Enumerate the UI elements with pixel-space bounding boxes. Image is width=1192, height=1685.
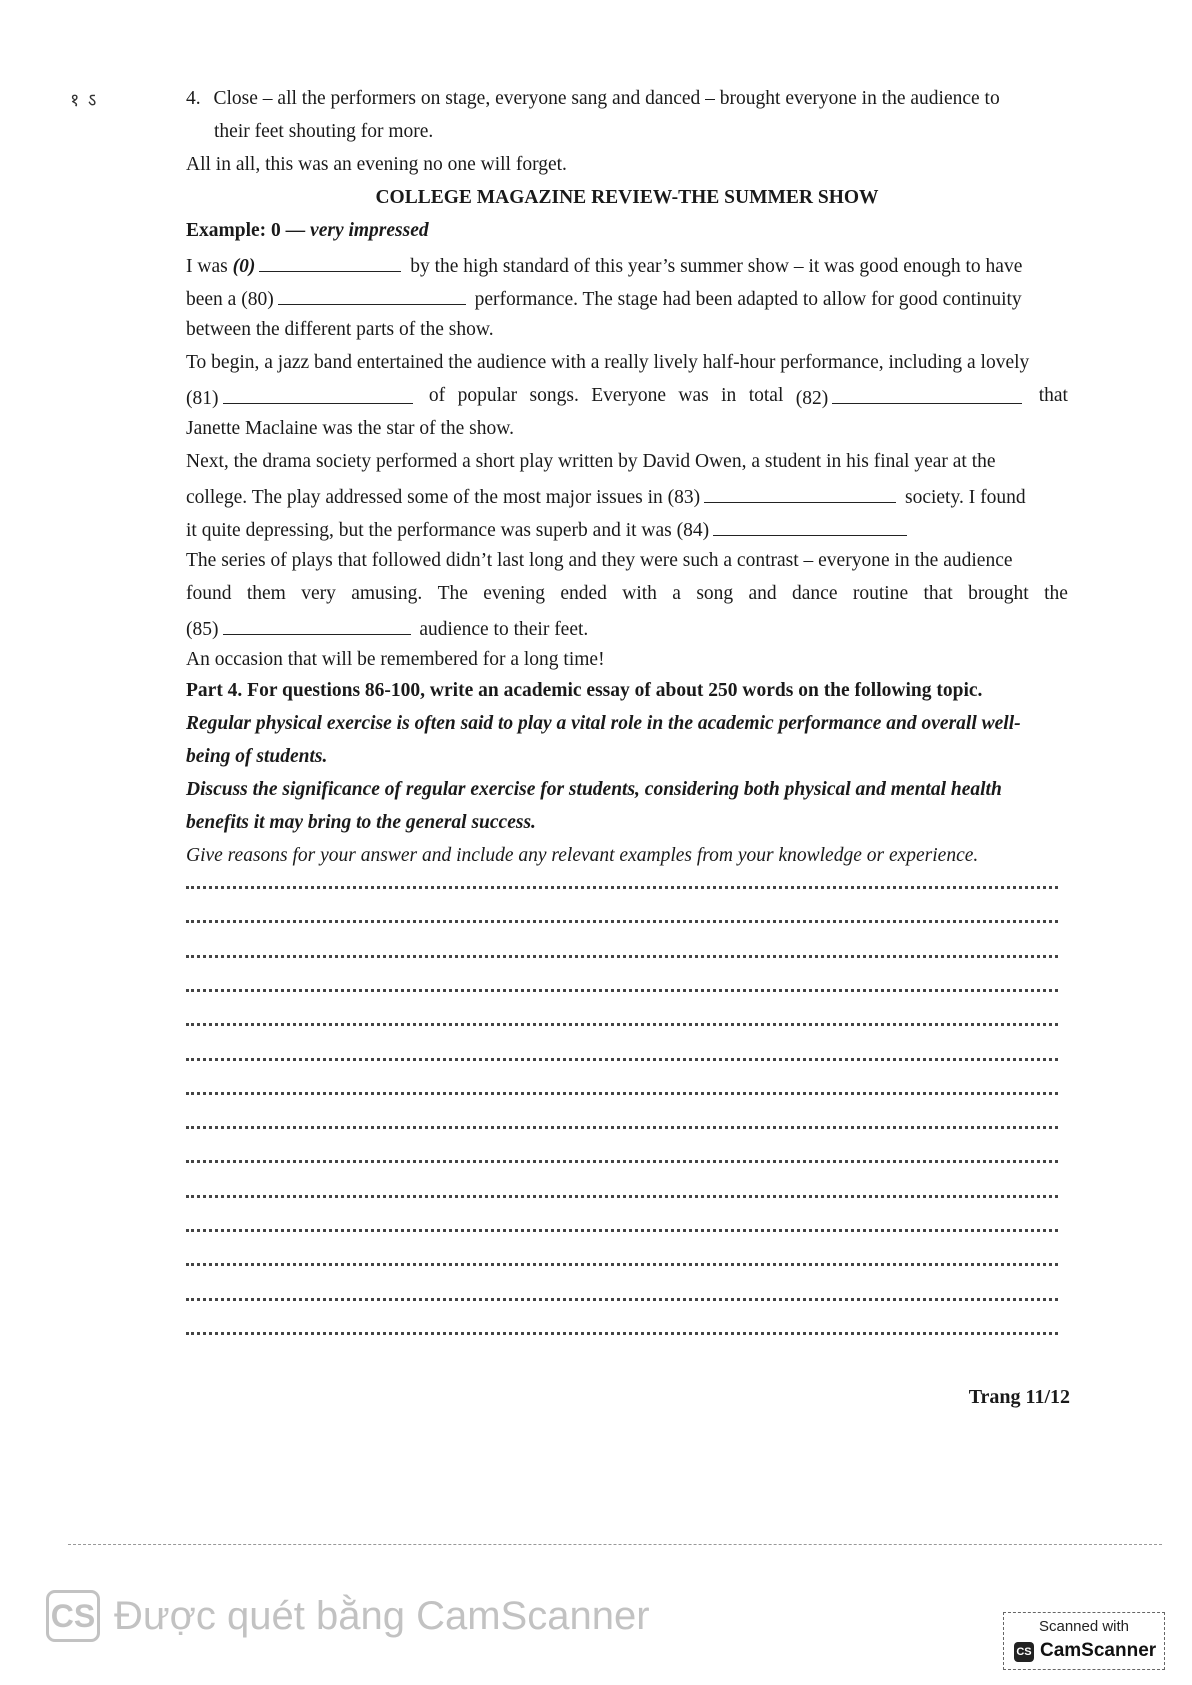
p4-word: a [672,583,681,604]
p2-word: songs. [529,385,579,406]
p4-word: dance [792,583,838,604]
p4-word: with [622,583,657,604]
page-edge-line [68,1544,1162,1545]
essay-instruction: Give reasons for your answer and include any relevant examples from your knowledge or experience. [186,845,979,866]
p4-word: routine [852,583,909,604]
question-81-label: (81) [186,388,219,409]
review-p2-line-2 [186,385,1068,410]
p4-word: ended [560,583,607,604]
item-4-line-2: their feet shouting for more. [214,121,434,142]
essay-prompt-line-1: Regular physical exercise is often said to play a vital role in the academic performance and overall well- [186,713,1021,734]
p4-word: amusing. [351,583,423,604]
p4-word: brought [968,583,1029,604]
essay-prompt-line-2: being of students. [186,746,328,767]
badge-caption: Scanned with [1038,1618,1130,1635]
p4-word: song [696,583,734,604]
review-p1-line-3: between the different parts of the show. [186,319,494,340]
review-p4-line-2 [186,583,1068,605]
writing-line[interactable] [186,1058,1058,1061]
essay-discuss-line-1: Discuss the significance of regular exercise for students, considering both physical and mental health [186,779,1002,800]
p1-text-c: performance. The stage had been adapted to allow for good continuity [474,289,1022,310]
blank-84[interactable] [713,517,907,536]
example-answer: very impressed [310,220,429,241]
p2-word: in [721,385,737,406]
question-83-label: college. The play addressed some of the most major issues in (83) [186,487,701,508]
p2-word: Everyone [591,385,666,406]
writing-line[interactable] [186,1263,1058,1266]
review-p1-line-2 [186,286,1068,311]
p2-word: of [428,385,446,406]
essay-writing-area[interactable] [186,870,1068,1350]
question-0-label: (0) [232,256,256,277]
writing-line[interactable] [186,1332,1058,1335]
scanned-with-badge [1003,1612,1165,1670]
writing-line[interactable] [186,920,1058,923]
item-4-text: Close – all the performers on stage, everyone sang and danced – brought everyone in the audience to [213,88,1000,109]
essay-discuss-line-2: benefits it may bring to the general success. [186,812,536,833]
p1-text-b: by the high standard of this year’s summer show – it was good enough to have [410,256,1023,277]
writing-line[interactable] [186,1023,1058,1026]
review-title: COLLEGE MAGAZINE REVIEW-THE SUMMER SHOW [375,187,879,208]
p4-word: and [748,583,777,604]
p4-word: found [186,583,232,604]
question-82-label: (82) [795,388,829,409]
writing-line[interactable] [186,1229,1058,1232]
item-4-line-1 [186,88,1068,110]
p4-word: The [437,583,468,604]
p2-word: was [678,385,709,406]
camscanner-badge-icon: CS [1014,1642,1034,1662]
p2-word: that [1038,385,1068,406]
example-line [186,220,1068,242]
review-p4-line-1: The series of plays that followed didn’t last long and they were such a contrast – everyone in the audience [186,550,1013,571]
camscanner-watermark [46,1590,650,1642]
writing-line[interactable] [186,955,1058,958]
blank-82[interactable] [832,385,1022,404]
writing-line[interactable] [186,1092,1058,1095]
part-4-heading: Part 4. For questions 86-100, write an academic essay of about 250 words on the following topic. [186,680,983,701]
review-p3-line-2 [186,484,1068,509]
writing-line[interactable] [186,1126,1058,1129]
review-p2-line-3: Janette Maclaine was the star of the show. [186,418,514,439]
p4-word: that [923,583,953,604]
question-81-group [186,385,417,410]
writing-line[interactable] [186,1160,1058,1163]
writing-line[interactable] [186,1298,1058,1301]
blank-81[interactable] [223,385,413,404]
p2-word: total [748,385,784,406]
example-label: Example: 0 — [186,220,306,241]
camscanner-logo-icon: CS [46,1590,100,1642]
page-number: Trang 11/12 [968,1386,1070,1408]
review-closing: An occasion that will be remembered for a long time! [186,649,605,670]
review-p3-line-1: Next, the drama society performed a short play written by David Owen, a student in his final year at the [186,451,996,472]
p1-text-a: I was [186,256,228,277]
writing-line[interactable] [186,886,1058,889]
review-p1-line-1 [186,253,1068,278]
blank-80[interactable] [278,286,466,305]
badge-brand: CamScanner [1040,1640,1157,1661]
p4-text-b: audience to their feet. [419,619,589,640]
review-p2-line-1: To begin, a jazz band entertained the audience with a really lively half-hour performance, including a lovely [186,352,1030,373]
p4-word: very [301,583,336,604]
closing-sentence: All in all, this was an evening no one will forget. [186,154,567,175]
question-84-label: it quite depressing, but the performance was superb and it was (84) [186,520,710,541]
writing-line[interactable] [186,989,1058,992]
writing-line[interactable] [186,1195,1058,1198]
question-82-group [796,385,1027,410]
p3-text-b: society. I found [904,487,1026,508]
p4-word: evening [483,583,545,604]
question-80-label: been a (80) [186,289,274,310]
blank-0[interactable] [259,253,401,272]
watermark-text: Được quét bằng CamScanner [114,1593,650,1638]
p4-word: the [1044,583,1068,604]
review-p4-line-3 [186,616,1068,641]
item-4-number: 4. [186,88,201,109]
question-85-label: (85) [186,619,219,640]
review-p3-line-3 [186,517,1068,542]
blank-83[interactable] [704,484,896,503]
p4-word: them [246,583,286,604]
margin-annotation: १ ऽ [70,90,99,110]
blank-85[interactable] [223,616,411,635]
p2-word: popular [457,385,518,406]
